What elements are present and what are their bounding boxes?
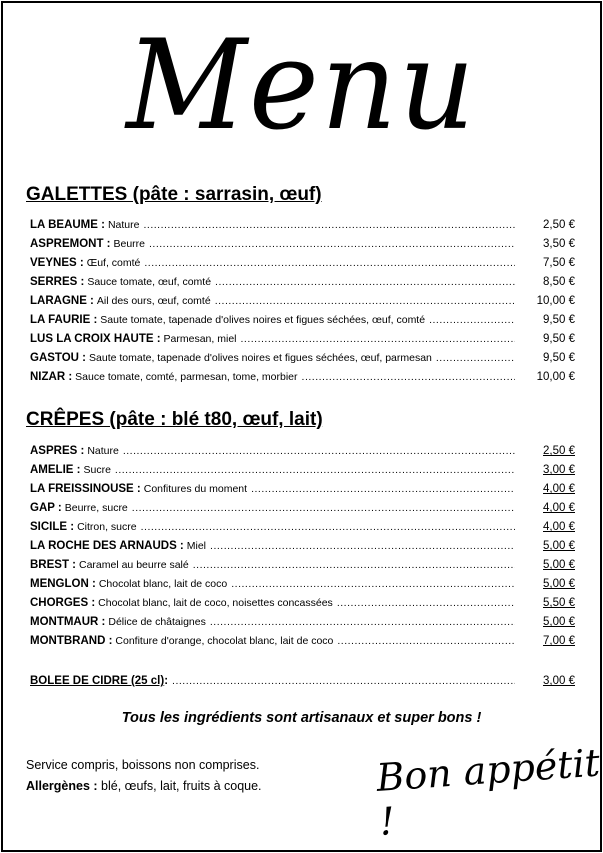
item-name: LA FAURIE : [30,314,98,326]
leader-dots [241,333,516,345]
leader-dots [210,540,515,552]
item-price: 10,00 € [536,295,575,307]
item-description: Citron, sucre [77,521,137,533]
item-name: SICILE : [30,521,75,533]
item-price: 7,50 € [543,257,575,269]
item-description: Chocolat blanc, lait de coco [98,578,228,590]
menu-item-row [30,521,575,540]
menu-item-row [30,238,575,257]
leader-dots [215,295,515,307]
item-name: VEYNES : [30,257,84,269]
item-price: 4,00 € [543,483,575,495]
item-name: AMÉLIE : [30,464,81,476]
item-price: 4,00 € [543,521,575,533]
item-price: 10,00 € [536,371,575,383]
service-note: Service compris, boissons non comprises. [26,758,260,772]
menu-item-row [30,578,575,597]
item-description: Beurre [113,238,146,250]
tagline: Tous les ingrédients sont artisanaux et super bons ! [121,710,482,726]
leader-dots [436,352,515,364]
menu-item-row [30,219,575,238]
leader-dots [215,276,515,288]
leader-dots [429,314,515,326]
menu-item-row [30,333,575,352]
item-price: 5,00 € [543,540,575,552]
menu-item-row [30,483,575,502]
item-description: Caramel au beurre salé [79,559,189,571]
item-description: Ail des ours, œuf, comté [96,295,211,307]
item-price: 4,00 € [543,502,575,514]
item-price: 5,00 € [543,578,575,590]
leader-dots [251,483,515,495]
bolee-sep: : [164,675,169,687]
allergens-label: Allergènes : [26,779,98,793]
galettes-heading: GALETTES (pâte : sarrasin, œuf) [26,184,322,205]
item-description: Sucre [83,464,111,476]
crepes-heading: CRÊPES (pâte : blé t80, œuf, lait) [26,409,323,430]
leader-dots [144,257,515,269]
leader-dots [123,445,515,457]
menu-item-row [30,559,575,578]
item-name: LA FREISSINOUSE : [30,483,141,495]
allergens-value: blé, œufs, lait, fruits à coque. [97,779,262,793]
leader-dots [193,559,515,571]
bolee-row [30,675,575,694]
item-description: Délice de châtaignes [108,616,206,628]
item-name: CHORGES : [30,597,96,609]
leader-dots [132,502,515,514]
item-name: GASTOU : [30,352,87,364]
menu-item-row [30,371,575,390]
menu-item-row [30,276,575,295]
menu-item-row [30,352,575,371]
item-name: LA BEAUME : [30,219,105,231]
leader-dots [143,219,515,231]
item-name: SERRES : [30,276,85,288]
item-price: 8,50 € [543,276,575,288]
menu-item-row [30,635,575,654]
item-name: LA ROCHE DES ARNAUDS : [30,540,184,552]
bon-appetit: Bon appétit ! [374,740,602,844]
item-name: NIZAR : [30,371,73,383]
galettes-list [30,219,575,390]
leader-dots [231,578,515,590]
item-name: BREST : [30,559,76,571]
leader-dots [302,371,515,383]
leader-dots [337,597,515,609]
item-description: Nature [87,445,119,457]
leader-dots [172,675,515,687]
item-price: 5,50 € [543,597,575,609]
item-name: LARAGNE : [30,295,94,307]
item-description: Parmesan, miel [163,333,237,345]
item-name: ASPRES : [30,445,85,457]
menu-item-row [30,540,575,559]
leader-dots [141,521,515,533]
menu-item-row [30,295,575,314]
item-description: Beurre, sucre [64,502,128,514]
leader-dots [149,238,515,250]
item-description: Saute tomate, tapenade d'olives noires et figues séchées, œuf, parmesan [89,352,432,364]
item-price: 2,50 € [543,445,575,457]
item-name: ASPREMONT : [30,238,111,250]
item-name: MONTBRAND : [30,635,113,647]
item-price: 3,00 € [543,464,575,476]
menu-title-text: Menu [126,12,477,158]
item-price: 2,50 € [543,219,575,231]
menu-title [0,4,603,184]
item-price: 9,50 € [543,333,575,345]
item-description: Chocolat blanc, lait de coco, noisettes concassées [98,597,333,609]
menu-item-row [30,464,575,483]
crepes-list [30,445,575,654]
bolee-list [30,675,575,694]
bolee-name: BOLÉE DE CIDRE (25 cl) [30,675,165,687]
item-name: LUS LA CROIX HAUTE : [30,333,161,345]
item-name: MENGLON : [30,578,96,590]
item-description: Œuf, comté [86,257,141,269]
leader-dots [115,464,515,476]
menu-item-row [30,502,575,521]
menu-item-row [30,597,575,616]
item-name: MONTMAUR : [30,616,106,628]
bolee-price: 3,00 € [543,675,575,687]
item-name: GAP : [30,502,62,514]
item-price: 3,50 € [543,238,575,250]
leader-dots [210,616,515,628]
item-description: Nature [107,219,140,231]
leader-dots [337,635,515,647]
item-description: Sauce tomate, œuf, comté [87,276,212,288]
item-description: Saute tomate, tapenade d'olives noires et figues séchées, œuf, comté [100,314,426,326]
item-description: Miel [186,540,207,552]
menu-item-row [30,257,575,276]
item-description: Confiture d'orange, chocolat blanc, lait de coco [115,635,334,647]
item-price: 5,00 € [543,559,575,571]
item-description: Confitures du moment [143,483,248,495]
item-price: 9,50 € [543,352,575,364]
item-price: 5,00 € [543,616,575,628]
menu-item-row [30,314,575,333]
allergens-note [26,779,262,793]
menu-item-row [30,616,575,635]
item-price: 9,50 € [543,314,575,326]
item-description: Sauce tomate, comté, parmesan, tome, morbier [75,371,298,383]
menu-item-row [30,445,575,464]
item-price: 7,00 € [543,635,575,647]
